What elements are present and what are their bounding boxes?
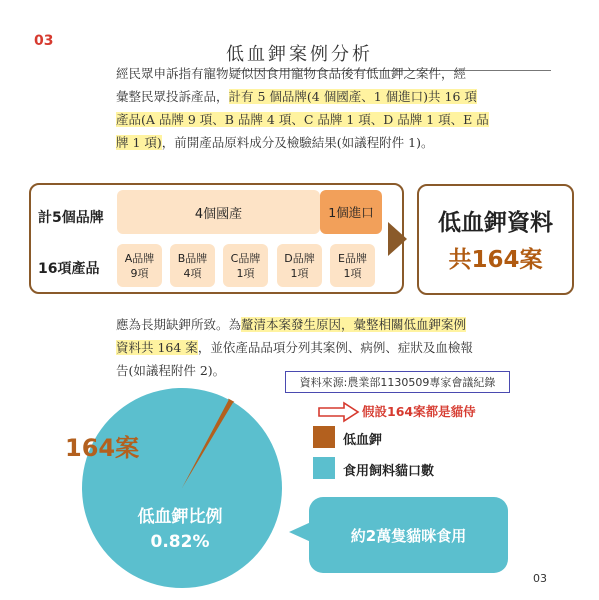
- page-title: 低血鉀案例分析: [226, 44, 373, 65]
- product-brand: E品牌: [338, 251, 367, 265]
- text-plain: ，並依產品品項分列其案例、病例、症狀及血檢報: [197, 340, 473, 355]
- highlighted-text: 產品(A 品牌 9 項、B 品牌 4 項、C 品牌 1 項、D 品牌 1 項、E 品: [116, 112, 489, 127]
- legend-label-low-potassium: 低血鉀: [343, 433, 383, 448]
- text-plain: ，前開產品原料成分及檢驗結果(如議程附件 1)。: [161, 135, 434, 150]
- highlighted-text: 釐清本案發生原因，彙整相關低血鉀案例: [241, 317, 467, 332]
- pie-slice-cats-fed: [82, 388, 282, 588]
- highlighted-text: 計有 5 個品牌(4 個國產、1 個進口)共 16 項: [228, 89, 477, 104]
- paragraph-line: 告(如議程附件 2)。: [116, 363, 226, 378]
- source-note: 資料來源:農業部1130509專家會議紀錄: [285, 371, 510, 393]
- cases-count-label: 164案: [65, 434, 140, 462]
- page-number-top: 03: [34, 33, 54, 49]
- ratio-title: 低血鉀比例: [137, 507, 223, 527]
- ratio-value: 0.82%: [150, 532, 210, 552]
- legend-swatch-cats-fed: [313, 457, 335, 479]
- product-brand: C品牌: [230, 251, 261, 265]
- product-brand: B品牌: [177, 251, 208, 265]
- legend-label-cats-fed: 食用飼料貓口數: [343, 464, 435, 479]
- brands-count-label: 計5個品牌: [38, 210, 104, 226]
- hypothesis-note: 假設164案都是貓侍: [362, 404, 476, 419]
- page-number-bottom: 03: [533, 572, 547, 585]
- products-count-label: 16項產品: [38, 261, 100, 277]
- product-count: 1項: [236, 266, 255, 280]
- callout-tail: [289, 522, 311, 542]
- text-plain: 應為長期缺鉀所致。為: [116, 317, 242, 332]
- ratio-label: [125, 505, 235, 555]
- cats-fed-callout: 約2萬隻貓咪食用: [309, 497, 508, 573]
- pie-slices: [82, 388, 282, 588]
- case-total-title: 低血鉀資料: [438, 210, 553, 236]
- product-count: 4項: [183, 266, 202, 280]
- legend-swatch-low-potassium: [313, 426, 335, 448]
- text-plain: 彙整民眾投訴產品，: [116, 89, 229, 104]
- imported-brands-box: 1個進口: [320, 190, 382, 234]
- highlighted-text: 資料共 164 案: [116, 340, 198, 355]
- product-count: 1項: [290, 266, 309, 280]
- paragraph-line: 經民眾申訴指有寵物疑似因食用寵物食品後有低血鉀之案件，經: [116, 66, 467, 81]
- case-total-count: 共164案: [448, 247, 543, 273]
- highlighted-text: 牌 1 項): [116, 135, 162, 150]
- product-brand: D品牌: [284, 251, 315, 265]
- product-count: 1項: [343, 266, 362, 280]
- product-brand: A品牌: [124, 251, 155, 265]
- domestic-brands-box: 4個國產: [117, 190, 320, 234]
- product-count: 9項: [130, 266, 149, 280]
